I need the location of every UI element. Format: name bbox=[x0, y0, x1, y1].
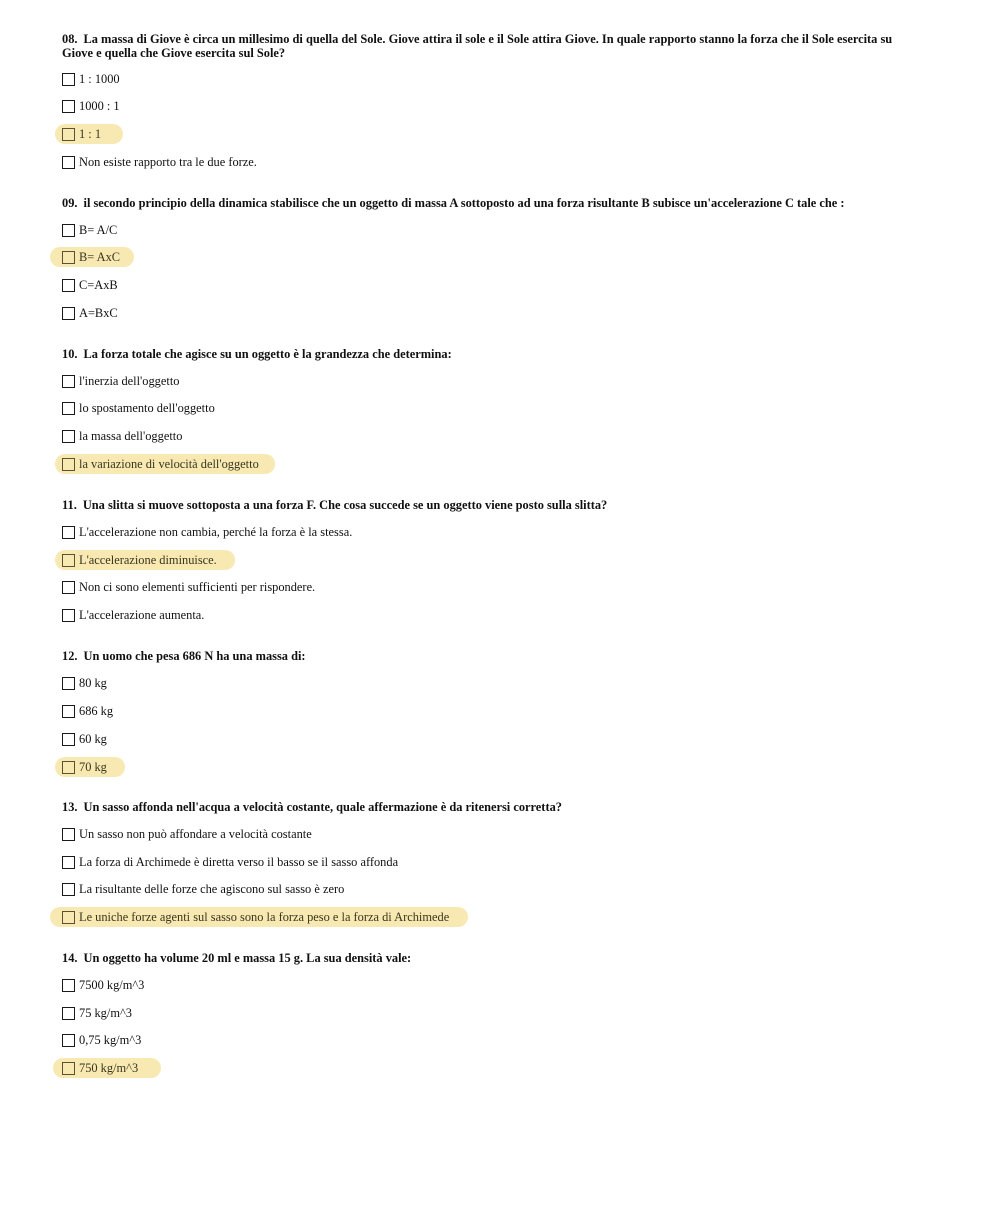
option-4-1[interactable] bbox=[62, 524, 352, 540]
option-3-1[interactable] bbox=[62, 373, 179, 389]
answer-checkbox[interactable] bbox=[62, 761, 75, 774]
option-label: lo spostamento dell'oggetto bbox=[79, 400, 215, 415]
answer-checkbox[interactable] bbox=[62, 677, 75, 690]
option-label: 686 kg bbox=[79, 703, 114, 718]
option-label: A=BxC bbox=[79, 305, 118, 320]
option-4-4[interactable] bbox=[62, 607, 204, 623]
option-label: 750 kg/m^3 bbox=[79, 1060, 139, 1075]
question-number: 14. bbox=[62, 951, 78, 965]
option-label: 60 kg bbox=[79, 731, 107, 746]
question-1 bbox=[62, 33, 922, 60]
question-3 bbox=[62, 348, 922, 362]
option-label: la variazione di velocità dell'oggetto bbox=[79, 456, 259, 471]
option-3-2[interactable] bbox=[62, 400, 215, 416]
option-label: 1000 : 1 bbox=[79, 98, 120, 113]
question-text: Un sasso affonda nell'acqua a velocità costante, quale affermazione è da ritenersi corretta? bbox=[83, 800, 562, 814]
question-7 bbox=[62, 952, 922, 966]
question-5 bbox=[62, 650, 922, 664]
option-label: 1 : 1 bbox=[79, 126, 102, 141]
option-4-2[interactable] bbox=[62, 552, 217, 568]
option-label: l'inerzia dell'oggetto bbox=[79, 373, 180, 388]
option-label: 7500 kg/m^3 bbox=[79, 977, 145, 992]
answer-checkbox[interactable] bbox=[62, 581, 75, 594]
option-7-4[interactable] bbox=[62, 1060, 138, 1076]
answer-checkbox[interactable] bbox=[62, 251, 75, 264]
answer-checkbox[interactable] bbox=[62, 856, 75, 869]
option-6-4[interactable] bbox=[62, 909, 449, 925]
answer-checkbox[interactable] bbox=[62, 979, 75, 992]
answer-checkbox[interactable] bbox=[62, 100, 75, 113]
question-text: Un oggetto ha volume 20 ml e massa 15 g. La sua densità vale: bbox=[83, 951, 412, 965]
option-2-2[interactable] bbox=[62, 249, 120, 265]
question-number: 11. bbox=[62, 498, 77, 512]
question-text: Un uomo che pesa 686 N ha una massa di: bbox=[83, 649, 306, 663]
answer-checkbox[interactable] bbox=[62, 1034, 75, 1047]
answer-checkbox[interactable] bbox=[62, 705, 75, 718]
answer-checkbox[interactable] bbox=[62, 911, 75, 924]
option-label: 75 kg/m^3 bbox=[79, 1005, 132, 1020]
answer-checkbox[interactable] bbox=[62, 609, 75, 622]
option-label: 70 kg bbox=[79, 759, 107, 774]
option-6-3[interactable] bbox=[62, 881, 344, 897]
option-label: La forza di Archimede è diretta verso il basso se il sasso affonda bbox=[79, 854, 399, 869]
option-label: L'accelerazione non cambia, perché la forza è la stessa. bbox=[79, 524, 353, 539]
question-text: il secondo principio della dinamica stabilisce che un oggetto di massa A sottoposto ad una forza risultante B subisce un'accelerazione C tale che : bbox=[83, 196, 845, 210]
answer-checkbox[interactable] bbox=[62, 156, 75, 169]
option-6-1[interactable] bbox=[62, 826, 312, 842]
answer-checkbox[interactable] bbox=[62, 1007, 75, 1020]
question-4 bbox=[62, 499, 922, 513]
option-label: C=AxB bbox=[79, 277, 118, 292]
answer-checkbox[interactable] bbox=[62, 402, 75, 415]
answer-checkbox[interactable] bbox=[62, 458, 75, 471]
option-label: La risultante delle forze che agiscono sul sasso è zero bbox=[79, 881, 345, 896]
question-text: Una slitta si muove sottoposta a una forza F. Che cosa succede se un oggetto viene posto sulla slitta? bbox=[82, 498, 608, 512]
option-label: L'accelerazione aumenta. bbox=[79, 607, 205, 622]
answer-checkbox[interactable] bbox=[62, 828, 75, 841]
question-6 bbox=[62, 801, 922, 815]
option-label: L'accelerazione diminuisce. bbox=[79, 552, 217, 567]
question-2 bbox=[62, 197, 922, 211]
answer-checkbox[interactable] bbox=[62, 224, 75, 237]
answer-checkbox[interactable] bbox=[62, 279, 75, 292]
question-number: 12. bbox=[62, 649, 78, 663]
question-text: La forza totale che agisce su un oggetto è la grandezza che determina: bbox=[83, 347, 452, 361]
option-5-1[interactable] bbox=[62, 675, 107, 691]
option-7-1[interactable] bbox=[62, 977, 144, 993]
answer-checkbox[interactable] bbox=[62, 1062, 75, 1075]
question-number: 09. bbox=[62, 196, 78, 210]
question-number: 13. bbox=[62, 800, 78, 814]
option-7-2[interactable] bbox=[62, 1005, 132, 1021]
option-label: 1 : 1000 bbox=[79, 71, 120, 86]
option-2-3[interactable] bbox=[62, 277, 118, 293]
option-5-4[interactable] bbox=[62, 759, 107, 775]
answer-checkbox[interactable] bbox=[62, 526, 75, 539]
option-1-3[interactable] bbox=[62, 126, 101, 142]
option-1-2[interactable] bbox=[62, 98, 120, 114]
answer-checkbox[interactable] bbox=[62, 128, 75, 141]
option-label: B= AxC bbox=[79, 249, 121, 264]
question-text: La massa di Giove è circa un millesimo di quella del Sole. Giove attira il sole e il Sole attira Giove. In quale rapporto stanno la forza che il Sole esercita su Giove e quella che Giove esercita sul Sole? bbox=[62, 32, 893, 60]
option-label: Non esiste rapporto tra le due forze. bbox=[79, 154, 257, 169]
option-5-2[interactable] bbox=[62, 703, 113, 719]
option-2-4[interactable] bbox=[62, 305, 118, 321]
option-label: la massa dell'oggetto bbox=[79, 428, 183, 443]
option-label: 0,75 kg/m^3 bbox=[79, 1032, 142, 1047]
option-label: 80 kg bbox=[79, 675, 107, 690]
answer-checkbox[interactable] bbox=[62, 73, 75, 86]
option-label: Non ci sono elementi sufficienti per rispondere. bbox=[79, 579, 316, 594]
option-1-4[interactable] bbox=[62, 154, 257, 170]
answer-checkbox[interactable] bbox=[62, 307, 75, 320]
option-label: Le uniche forze agenti sul sasso sono la forza peso e la forza di Archimede bbox=[79, 909, 450, 924]
option-5-3[interactable] bbox=[62, 731, 107, 747]
answer-checkbox[interactable] bbox=[62, 430, 75, 443]
option-3-4[interactable] bbox=[62, 456, 259, 472]
answer-checkbox[interactable] bbox=[62, 883, 75, 896]
question-number: 08. bbox=[62, 32, 78, 46]
option-6-2[interactable] bbox=[62, 854, 398, 870]
option-7-3[interactable] bbox=[62, 1032, 141, 1048]
question-number: 10. bbox=[62, 347, 78, 361]
option-label: B= A/C bbox=[79, 222, 118, 237]
option-1-1[interactable] bbox=[62, 71, 120, 87]
answer-checkbox[interactable] bbox=[62, 554, 75, 567]
option-4-3[interactable] bbox=[62, 579, 315, 595]
option-3-3[interactable] bbox=[62, 428, 182, 444]
option-label: Un sasso non può affondare a velocità costante bbox=[79, 826, 312, 841]
option-2-1[interactable] bbox=[62, 222, 117, 238]
answer-checkbox[interactable] bbox=[62, 375, 75, 388]
answer-checkbox[interactable] bbox=[62, 733, 75, 746]
